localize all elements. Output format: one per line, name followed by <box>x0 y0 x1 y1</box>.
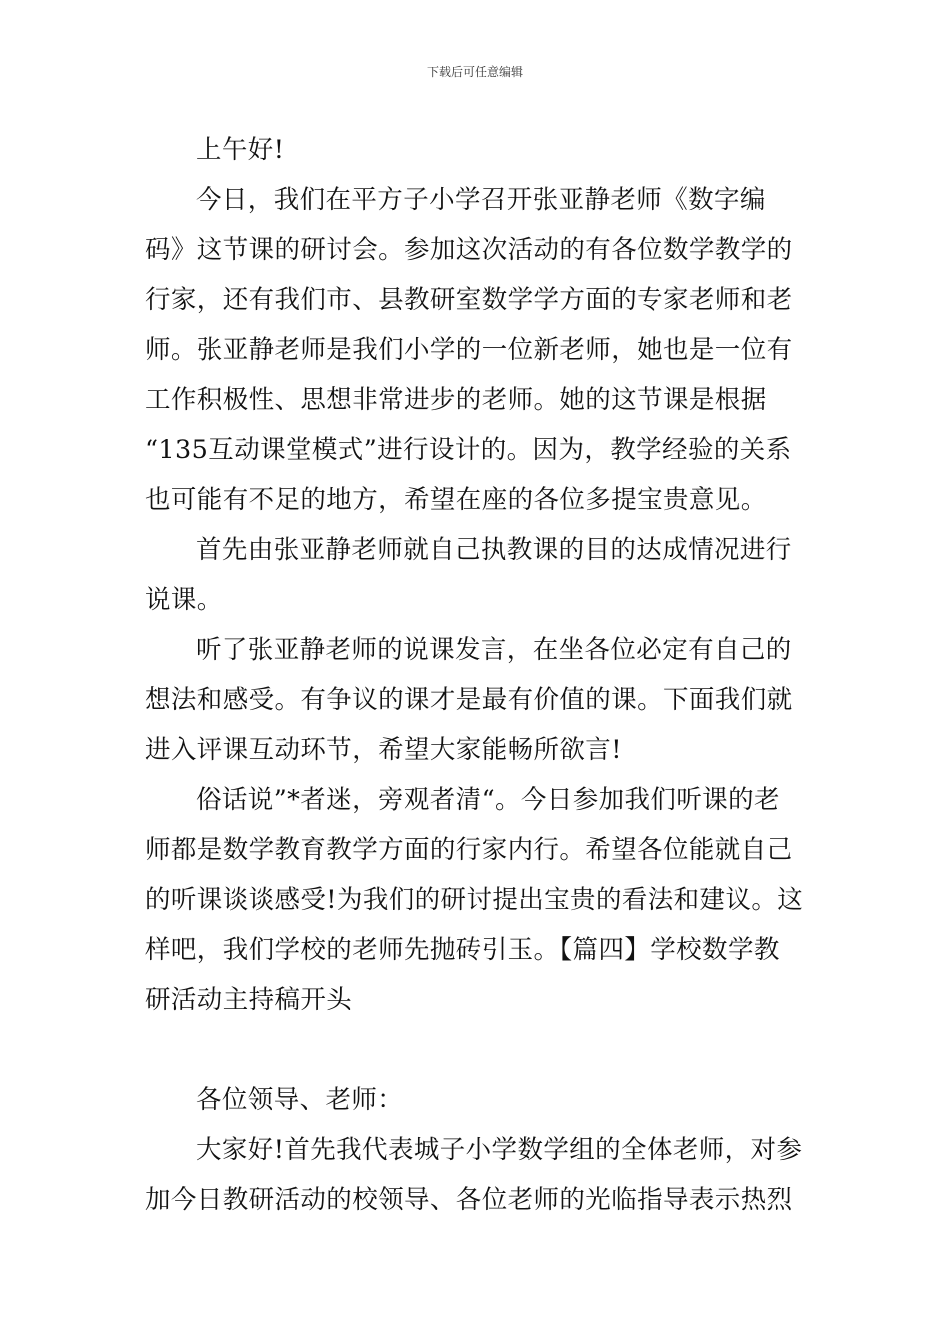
text-line: 听了张亚静老师的说课发言，在坐各位必定有自己的 <box>196 635 792 665</box>
text-line: “135互动课堂模式”进行设计的。因为，教学经验的关系 <box>145 435 792 465</box>
text-line: 俗话说”*者迷，旁观者清“。今日参加我们听课的老 <box>196 785 780 815</box>
text-line: 大家好!首先我代表城子小学数学组的全体老师，对参 <box>196 1135 803 1165</box>
text-line: 进入评课互动环节，希望大家能畅所欲言! <box>145 735 622 765</box>
text-line: 样吧，我们学校的老师先抛砖引玉。【篇四】学校数学教 <box>145 935 780 965</box>
text-line: 研活动主持稿开头 <box>145 985 353 1015</box>
text-line: 加今日教研活动的校领导、各位老师的光临指导表示热烈 <box>145 1185 793 1215</box>
intro-paragraph <box>145 175 807 525</box>
text-line: 上午好! <box>196 135 285 165</box>
document-body <box>145 125 807 1225</box>
greeting-paragraph <box>145 125 807 175</box>
text-line: 各位领导、老师： <box>196 1085 404 1115</box>
lecture-paragraph <box>145 525 807 625</box>
text-line: 首先由张亚静老师就自己执教课的目的达成情况进行 <box>196 535 792 565</box>
text-line: 工作积极性、思想非常进步的老师。她的这节课是根据 <box>145 385 767 415</box>
proverb-paragraph <box>145 775 807 1025</box>
text-line: 的听课谈谈感受!为我们的研讨提出宝贵的看法和建议。这 <box>145 885 804 915</box>
text-line: 师。张亚静老师是我们小学的一位新老师，她也是一位有 <box>145 335 793 365</box>
text-line: 师都是数学教育教学方面的行家内行。希望各位能就自己 <box>145 835 793 865</box>
text-line: 行家，还有我们市、县教研室数学学方面的专家老师和老 <box>145 285 793 315</box>
text-line: 想法和感受。有争议的课才是最有价值的课。下面我们就 <box>145 685 793 715</box>
text-line: 也可能有不足的地方，希望在座的各位多提宝贵意见。 <box>145 485 767 515</box>
discussion-paragraph <box>145 625 807 775</box>
text-line: 今日，我们在平方子小学召开张亚静老师《数字编 <box>196 185 766 215</box>
text-line: 说课。 <box>145 585 223 615</box>
page-header: 下载后可任意编辑 <box>426 65 523 79</box>
text-line: 码》这节课的研讨会。参加这次活动的有各位数学教学的 <box>145 235 793 265</box>
paragraph-gap <box>145 1025 807 1075</box>
welcome-paragraph <box>145 1125 807 1225</box>
salutation-paragraph <box>145 1075 807 1125</box>
